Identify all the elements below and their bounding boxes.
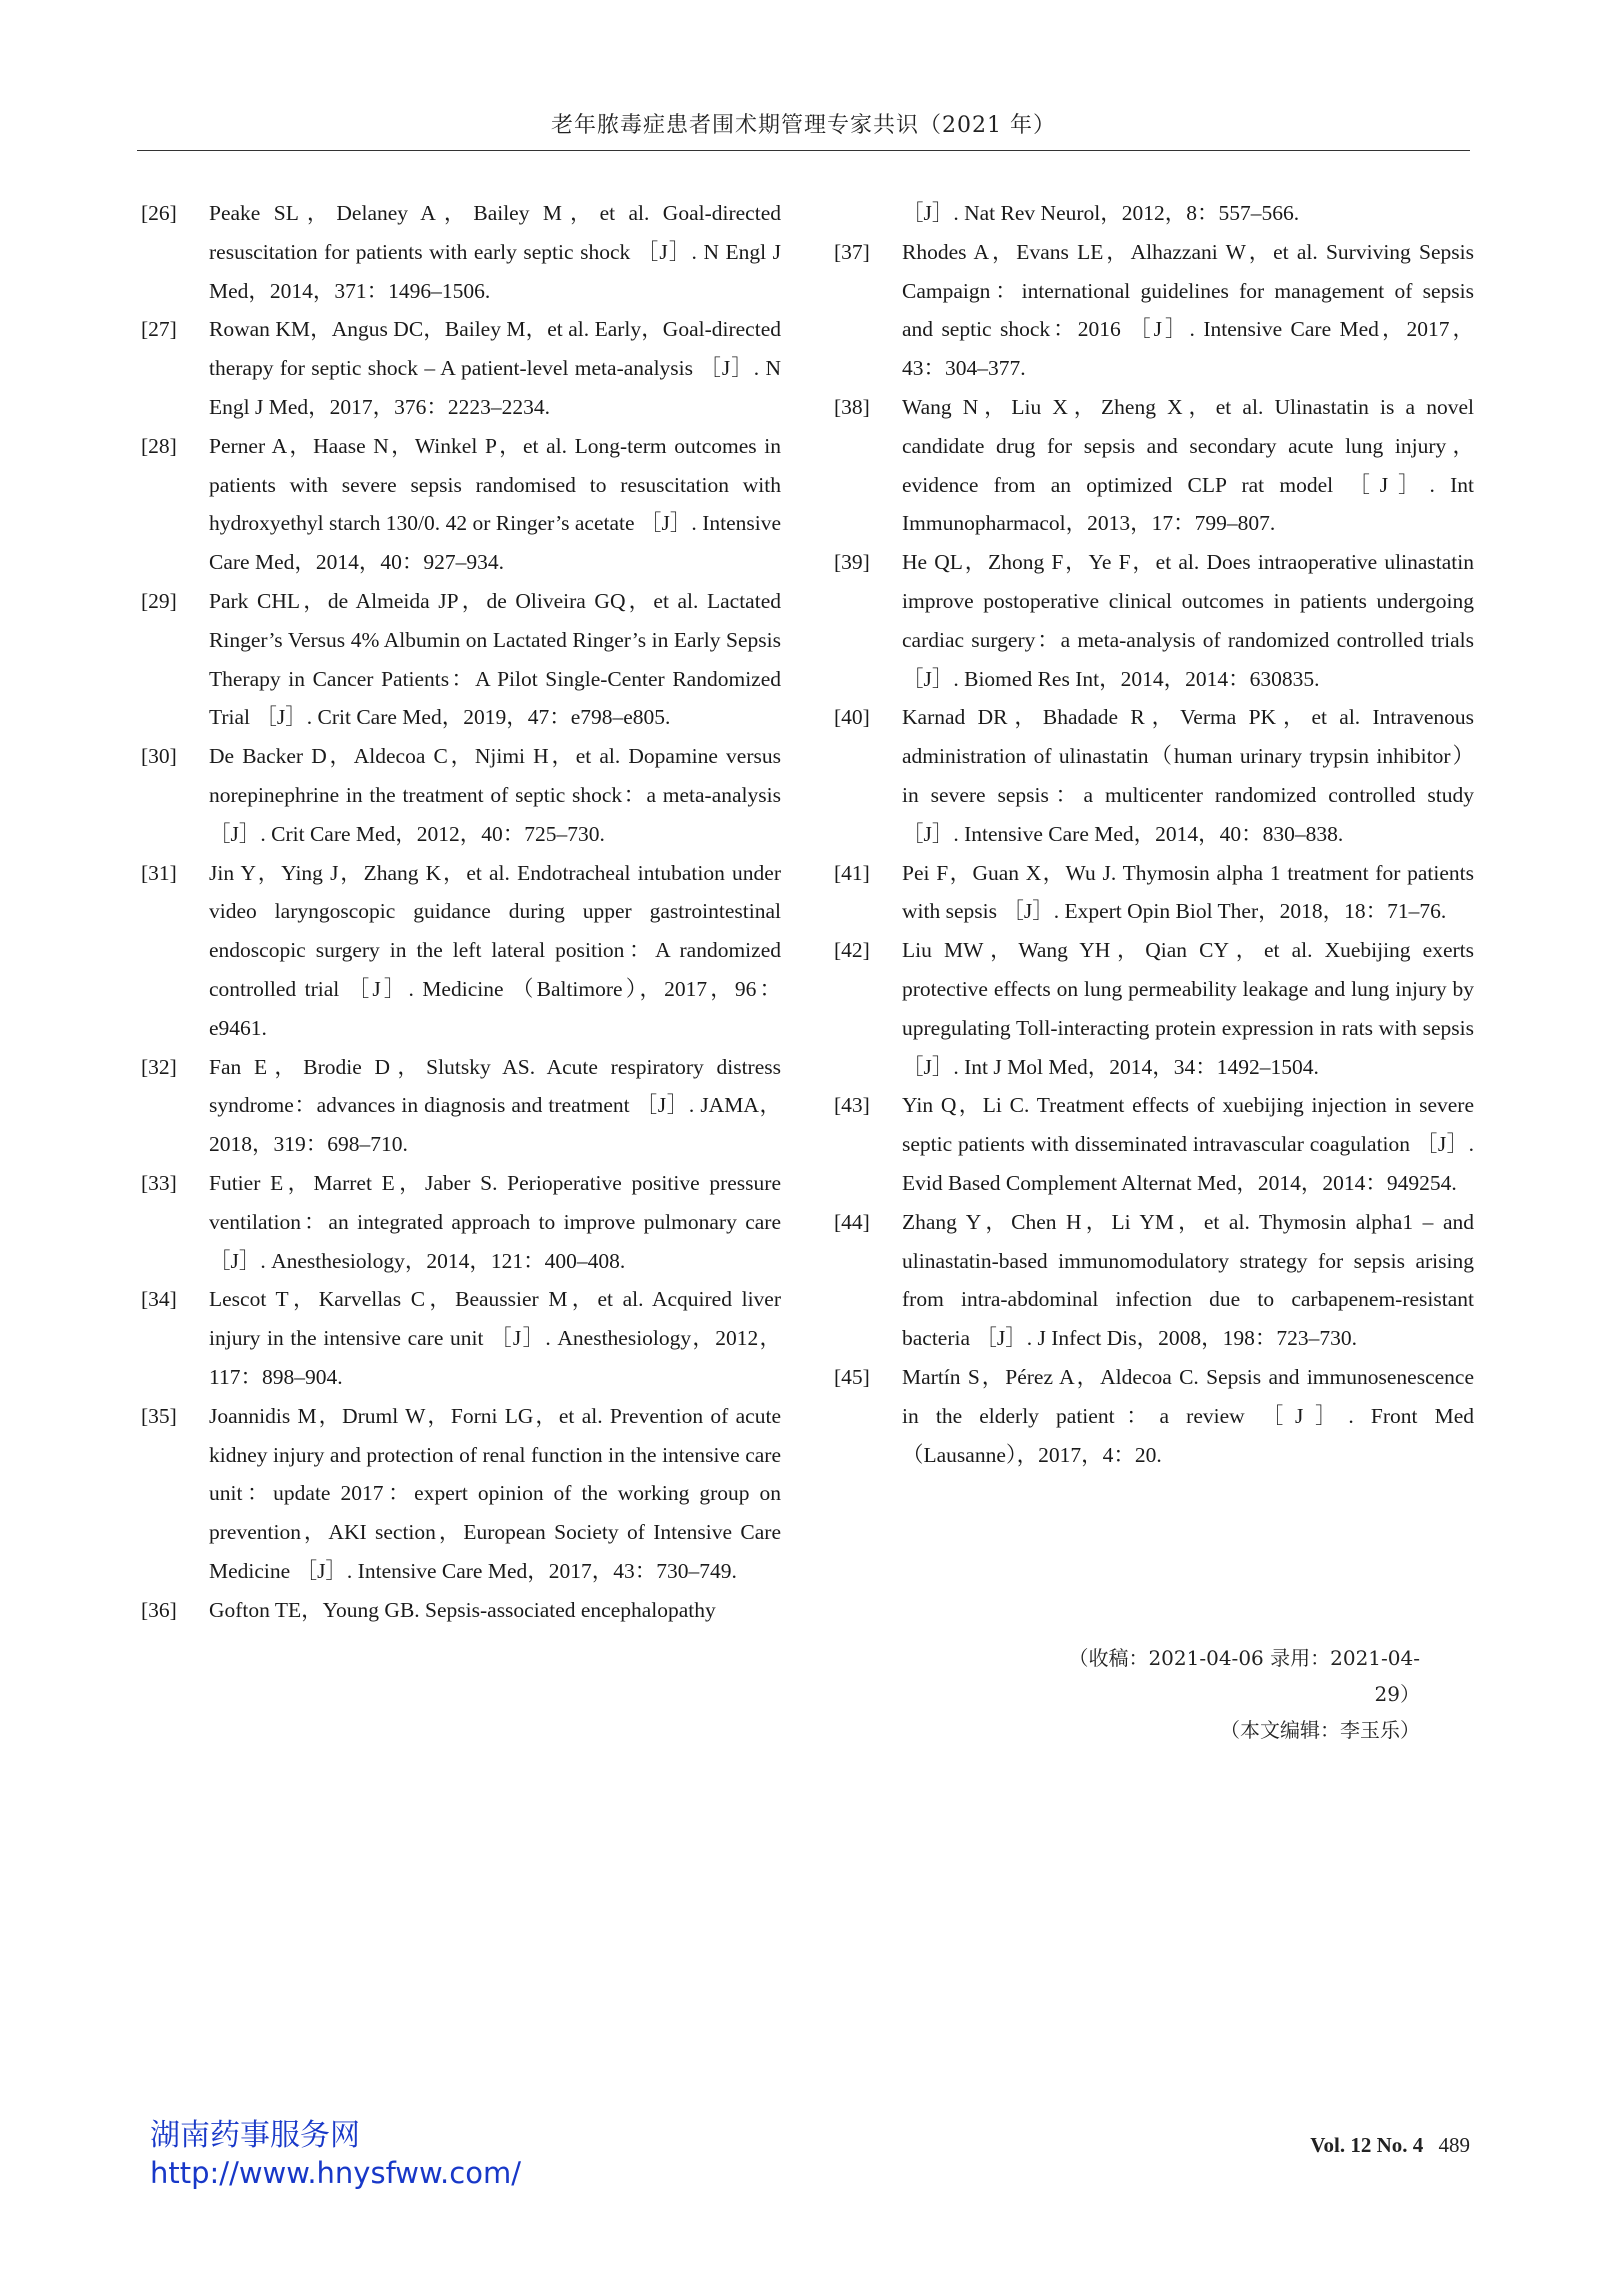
reference-text: He QL，Zhong F，Ye F，et al. Does intraoperative ulinastatin improve postoperative clinical outcomes in patients undergoing cardiac surgery：a meta-analysis of randomized controlled trials ［J］. Biomed Res Int，2014，2014：630835. <box>902 550 1474 691</box>
reference-item <box>834 1086 1474 1202</box>
reference-text: Futier E，Marret E，Jaber S. Perioperative positive pressure ventilation：an integrated approach to improve pulmonary care ［J］. Anesthesiology，2014，121：400–408. <box>209 1170 781 1273</box>
reference-number: [30] <box>141 744 177 769</box>
reference-number: [37] <box>834 239 870 264</box>
reference-number: [35] <box>141 1403 177 1428</box>
reference-item <box>141 427 781 582</box>
header-rule <box>137 150 1470 151</box>
reference-text: Pei F，Guan X，Wu J. Thymosin alpha 1 treatment for patients with sepsis ［J］. Expert Opin Biol Ther，2018，18：71–76. <box>902 860 1474 924</box>
reference-number: [41] <box>834 860 870 885</box>
reference-text: Jin Y，Ying J，Zhang K，et al. Endotracheal intubation under video laryngoscopic guidance during upper gastrointestinal endoscopic surgery in the left lateral position：A randomized controlled trial ［J］. Medicine （Baltimore），2017，96：e9461. <box>209 860 781 1040</box>
reference-item <box>834 233 1474 388</box>
volume-issue: Vol. 12 No. 4 <box>1310 2133 1424 2157</box>
reference-text: Zhang Y，Chen H，Li YM，et al. Thymosin alpha1 – and ulinastatin-based immunomodulatory strategy for sepsis arising from intra-abdominal infection due to carbapenem-resistant bacteria ［J］. J Infect Dis，2008，198：723–730. <box>902 1209 1474 1351</box>
reference-text: Wang N，Liu X，Zheng X，et al. Ulinastatin is a novel candidate drug for sepsis and secondary acute lung injury，evidence from an optimized CLP rat model ［J］. Int Immunopharmacol，2013，17：799–807. <box>902 394 1474 536</box>
page-number: 489 <box>1438 2133 1470 2157</box>
reference-text: Peake SL，Delaney A，Bailey M，et al. Goal-directed resuscitation for patients with early septic shock ［J］. N Engl J Med，2014，371：1496–1506. <box>209 201 781 303</box>
reference-text: Yin Q，Li C. Treatment effects of xuebijing injection in severe septic patients with disseminated intravascular coagulation ［J］. Evid Based Complement Alternat Med，2014，2014：949254. <box>902 1093 1474 1195</box>
reference-item <box>834 1358 1474 1474</box>
reference-number: [36] <box>141 1597 177 1622</box>
article-dates <box>1040 1640 1420 1748</box>
reference-item <box>834 1203 1474 1358</box>
reference-text: Rhodes A，Evans LE，Alhazzani W，et al. Surviving Sepsis Campaign：international guidelines for management of sepsis and septic shock：2016 ［J］. Intensive Care Med，2017，43：304–377. <box>902 239 1474 381</box>
reference-text: Joannidis M，Druml W，Forni LG，et al. Prevention of acute kidney injury and protection of renal function in the intensive care unit：update 2017：expert opinion of the working group on prevention，AKI section，European Society of Intensive Care Medicine ［J］. Intensive Care Med，2017，43：730–749. <box>209 1403 781 1583</box>
reference-item <box>834 854 1474 932</box>
reference-item <box>141 1397 781 1591</box>
reference-number: [34] <box>141 1287 177 1312</box>
reference-number: [26] <box>141 201 177 225</box>
reference-item <box>141 310 781 426</box>
reference-item <box>834 194 1474 233</box>
reference-text: Rowan KM，Angus DC，Bailey M，et al. Early，Goal-directed therapy for septic shock – A patient-level meta-analysis ［J］. N Engl J Med，2017，376：2223–2234. <box>209 317 781 419</box>
reference-item <box>141 1164 781 1280</box>
references-left-column <box>141 194 781 1629</box>
reference-number: [31] <box>141 860 177 885</box>
reference-item <box>141 1591 781 1630</box>
reference-item <box>141 1280 781 1396</box>
reference-item <box>834 388 1474 543</box>
received-accepted-dates: （收稿：2021-04-06 录用：2021-04-29） <box>1068 1646 1420 1706</box>
reference-number: [39] <box>834 550 870 575</box>
references-right-column <box>834 194 1474 1474</box>
reference-number: [32] <box>141 1054 177 1079</box>
reference-number: [38] <box>834 394 870 419</box>
reference-number: [43] <box>834 1093 870 1118</box>
footer-site <box>150 2118 521 2192</box>
reference-item <box>834 931 1474 1086</box>
reference-text: Martín S，Pérez A，Aldecoa C. Sepsis and immunosenescence in the elderly patient：a review ［J］. Front Med （Lausanne），2017，4：20. <box>902 1364 1474 1467</box>
reference-number: [33] <box>141 1170 177 1195</box>
reference-text: De Backer D，Aldecoa C，Njimi H，et al. Dopamine versus norepinephrine in the treatment of septic shock：a meta-analysis ［J］. Crit Care Med，2012，40：725–730. <box>209 744 781 846</box>
reference-text: Perner A，Haase N，Winkel P，et al. Long-term outcomes in patients with severe sepsis randomised to resuscitation with hydroxyethyl starch 130/0. 42 or Ringer’s acetate ［J］. Intensive Care Med，2014，40：927–934. <box>209 433 781 575</box>
reference-text: Gofton TE，Young GB. Sepsis-associated encephalopathy <box>209 1597 716 1622</box>
reference-item <box>834 543 1474 698</box>
reference-number: [45] <box>834 1364 870 1389</box>
reference-text: Fan E，Brodie D，Slutsky AS. Acute respiratory distress syndrome：advances in diagnosis and treatment ［J］. JAMA，2018，319：698–710. <box>209 1054 781 1157</box>
reference-text: Liu MW，Wang YH，Qian CY，et al. Xuebijing exerts protective effects on lung permeability leakage and lung injury by upregulating Toll-interacting protein expression in rats with sepsis ［J］. Int J Mol Med，2014，34：1492–1504. <box>902 938 1474 1079</box>
reference-item <box>141 194 781 310</box>
site-name: 湖南药事服务网 <box>150 2118 360 2153</box>
reference-item <box>141 854 781 1048</box>
reference-number: [44] <box>834 1209 870 1234</box>
running-head: 老年脓毒症患者围术期管理专家共识（2021 年） <box>551 113 1056 138</box>
reference-number: [27] <box>141 317 177 342</box>
reference-text: ［J］. Nat Rev Neurol，2012，8：557–566. <box>902 201 1300 225</box>
site-url-link[interactable]: http://www.hnysfww.com/ <box>150 2156 521 2190</box>
reference-number: [40] <box>834 705 870 730</box>
reference-item <box>141 737 781 853</box>
footer-volume <box>1200 2133 1470 2158</box>
reference-item <box>141 582 781 737</box>
reference-number: [29] <box>141 588 177 613</box>
editor-note: （本文编辑：李玉乐） <box>1220 1718 1420 1742</box>
reference-text: Lescot T，Karvellas C，Beaussier M，et al. Acquired liver injury in the intensive care unit ［J］. Anesthesiology，2012，117：898–904. <box>209 1287 781 1389</box>
reference-item <box>834 698 1474 853</box>
reference-number: [42] <box>834 938 870 963</box>
reference-item <box>141 1048 781 1164</box>
reference-text: Karnad DR，Bhadade R，Verma PK，et al. Intravenous administration of ulinastatin（human urinary trypsin inhibitor）in severe sepsis：a multicenter randomized controlled study ［J］. Intensive Care Med，2014，40：830–838. <box>902 705 1474 846</box>
reference-number: [28] <box>141 433 177 458</box>
reference-text: Park CHL，de Almeida JP，de Oliveira GQ，et al. Lactated Ringer’s Versus 4% Albumin on Lactated Ringer’s in Early Sepsis Therapy in Cancer Patients：A Pilot Single-Center Randomized Trial ［J］. Crit Care Med，2019，47：e798–e805. <box>209 588 781 730</box>
